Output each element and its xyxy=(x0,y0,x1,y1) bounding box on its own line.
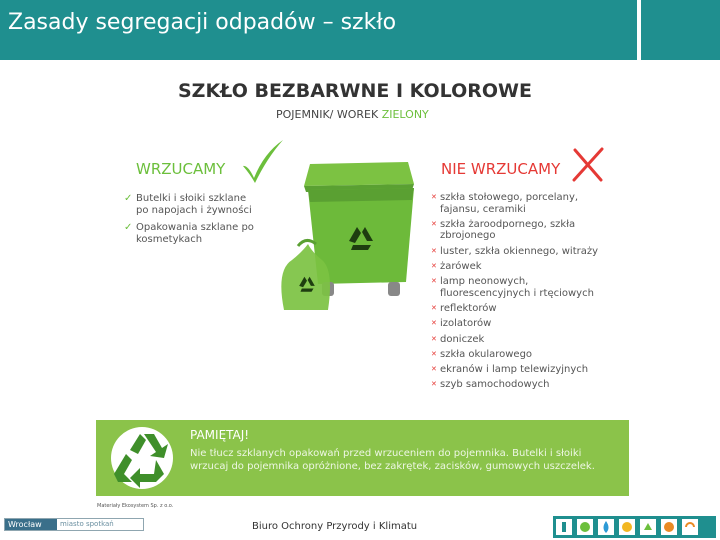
subtitle xyxy=(276,108,429,121)
logo-left-text: Wrocław xyxy=(5,519,57,530)
no-list xyxy=(432,192,617,395)
yes-column-title: WRZUCAMY xyxy=(136,160,226,178)
wroclaw-logo xyxy=(4,518,144,531)
no-item: ✕ lamp neonowych, fluorescencyjnych i rtęciowych xyxy=(432,276,617,299)
footer-office-name: Biuro Ochrony Przyrody i Klimatu xyxy=(252,521,418,532)
reminder-text: Nie tłucz szklanych opakowań przed wrzuceniem do pojemnika. Butelki i słoiki wrzucaj do pojemnika opróżnione, bez zakrętek, zacisków, gumowych uszczelek. xyxy=(190,448,595,472)
no-column-title: NIE WRZUCAMY xyxy=(441,160,561,178)
no-item: ✕ izolatorów xyxy=(432,318,617,330)
x-icon xyxy=(571,147,605,183)
slide-title: Zasady segregacji odpadów – szkło xyxy=(8,10,397,35)
subtitle-prefix: POJEMNIK/ WOREK xyxy=(276,108,382,121)
no-item: ✕ szkła stołowego, porcelany, fajansu, ceramiki xyxy=(432,192,617,215)
no-item: ✕ szkła żaroodpornego, szkła zbrojonego xyxy=(432,219,617,242)
reminder-title: PAMIĘTAJ! xyxy=(190,428,250,442)
subtitle-color-word: ZIELONY xyxy=(381,108,429,121)
no-item: ✕ szyb samochodowych xyxy=(432,379,617,391)
yes-item: ✓ Opakowania szklane po kosmetykach xyxy=(124,222,254,246)
no-item: ✕ żarówek xyxy=(432,261,617,273)
main-title: SZKŁO BEZBARWNE I KOLOROWE xyxy=(178,80,532,102)
reminder-box xyxy=(96,420,629,496)
no-item: ✕ doniczek xyxy=(432,334,617,346)
footer-icon-strip xyxy=(553,516,716,538)
no-item: ✕ ekranów i lamp telewizyjnych xyxy=(432,364,617,376)
no-item: ✕ reflektorów xyxy=(432,303,617,315)
footer-eco-icons xyxy=(553,516,716,538)
no-item: ✕ szkła okularowego xyxy=(432,349,617,361)
recycling-bin-icon xyxy=(278,160,423,310)
header-bar xyxy=(0,0,720,60)
no-item: ✕ luster, szkła okiennego, witraży xyxy=(432,246,617,258)
recycle-icon xyxy=(110,426,174,490)
yes-list xyxy=(124,193,254,251)
logo-right-text: miasto spotkań xyxy=(60,520,114,528)
yes-item: ✓ Butelki i słoiki szklane po napojach i żywności xyxy=(124,193,254,217)
header-divider xyxy=(637,0,641,60)
source-note: Materiały Ekosystem Sp. z o.o. xyxy=(97,503,174,509)
